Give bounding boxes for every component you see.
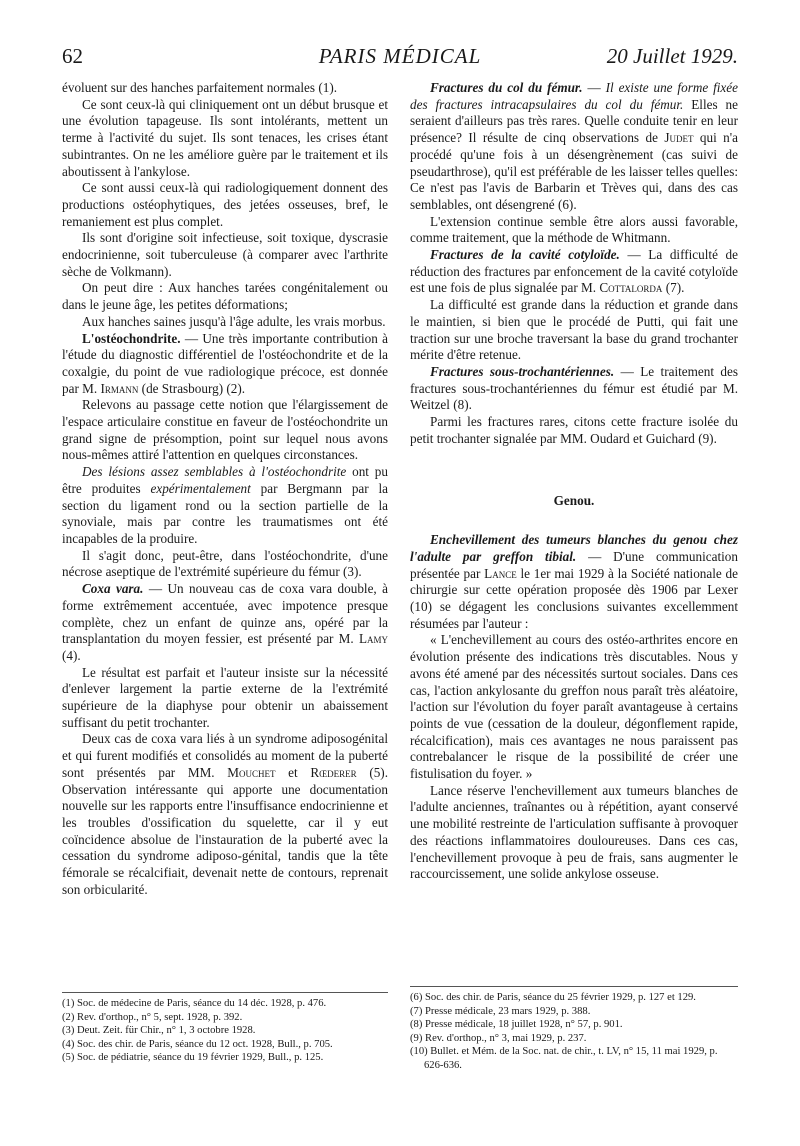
- paragraph-coxa-vara: [62, 581, 388, 665]
- page-number: 62: [62, 44, 83, 68]
- text-run: (5). Observation intéressante qui apporte une documentation nouvelle sur les rapports entre l'insuffisance endocrinienne et les troubles d'ossification du squelette, car il y eut coïncidence absolue de l'instauration de la puberté avec la cessation du syndrome adiposo-génital, tandis que la tête fémorale se récalcifiait, devenait nette de contours, reprenait son orbicularité.: [62, 764, 388, 897]
- journal-title: PARIS MÉDICAL: [318, 44, 482, 68]
- paragraph: évoluent sur des hanches parfaitement normales (1).: [62, 80, 338, 95]
- author-name: Judet: [664, 130, 694, 146]
- text-run: — Le traitement des fractures sous-trochantériennes du fémur est étudié par M. Weitzel (8).: [410, 363, 738, 413]
- author-name: Mouchet: [227, 764, 276, 780]
- paragraph: Ce sont ceux-là qui cliniquement ont un début brusque et une évolution tapageuse. Ils sont intolérants, mettent un terme à l'activité du sujet. Ils sont tenaces, les crises étant subintrantes. On ne les améliore guère par le traitement et ils aboutissent à l'ankylose.: [62, 96, 388, 179]
- paragraph-enchevillement: [410, 532, 738, 632]
- quotation: « L'enchevillement au cours des ostéo-arthrites encore en évolution présente des indications très discutables. Nous y avons été amené par des nécessités surtout sociales. Dans ces cas, l'action ankylosante du greffon nous paraît très aléatoire, l'action sur l'évolution du foyer paraît avantageuse à certains points de vue (cessation de la douleur, dégonflement rapide, récalcification), mais ces avantages ne nous paraissent pas contrebalancer le risque de la possibilité de créer une fistulisation du foyer. »: [410, 632, 738, 782]
- text-run: ont pu être produites: [62, 464, 388, 496]
- footnote: (1) Soc. de médecine de Paris, séance du 14 déc. 1928, p. 476.: [62, 998, 327, 1009]
- paragraph-fractures-col: [410, 80, 738, 214]
- text-run: (7).: [662, 280, 685, 296]
- paragraph: On peut dire : Aux hanches tarées congénitalement ou dans le jeune âge, les petites déformations;: [62, 280, 388, 313]
- issue-date: 20 Juillet 1929.: [606, 44, 738, 68]
- text-run: — Une très importante contribution à l'étude du diagnostic différentiel de l'ostéochondrite et de la coxalgie, du point de vue radiologique précoce, est donnée par M.: [62, 330, 388, 396]
- italic-run: Il existe une forme fixée des fractures intracapsulaires du col du fémur.: [410, 80, 738, 112]
- author-name: Irmann: [100, 380, 139, 396]
- text-run: le 1er mai 1929 à la Société nationale de chirurgie sur cette opération proposée dès 1906 par Lexer (10) se dégagent les conclusions suivantes excellemment résumées par l'auteur :: [410, 565, 738, 631]
- paragraph: La difficulté est grande dans la réduction et grande dans le maintien, si bien que le procédé de Putti, qui fait une traction sur une broche traversant la base du grand trochanter mérite d'être retenue.: [410, 297, 738, 363]
- footnotes-left: [62, 992, 388, 1065]
- paragraph: Lance réserve l'enchevillement aux tumeurs blanches de l'adulte anciennes, traînantes ou à répétition, ayant conservé une mobilité restreinte de l'articulation suffisante à provoquer des réactions inflammatoires douloureuses. Dans ces cas, l'enchevillement provoque à peu de frais, sans augmenter le raccourcissement, une solide ankylose osseuse.: [410, 782, 738, 882]
- footnote: (2) Rev. d'orthop., n° 5, sept. 1928, p. 392.: [62, 1011, 243, 1023]
- footnote: (10) Bullet. et Mém. de la Soc. nat. de chir., t. LV, n° 15, 11 mai 1929, p. 626-636.: [410, 1046, 718, 1071]
- footnote: (5) Soc. de pédiatrie, séance du 19 février 1929, Bull., p. 125.: [62, 1052, 324, 1064]
- paragraph: Le résultat est parfait et l'auteur insiste sur la nécessité d'enlever largement la partie externe de la l'extrémité supérieure de la diaphyse pour obtenir un abaissement suffisant du petit trochanter.: [62, 664, 388, 730]
- author-name: Rœderer: [310, 764, 357, 780]
- text-run: Deux cas de coxa vara liés à un syndrome adiposogénital et qui furent modifiés et consolidés au moment de la puberté sont présentés par MM.: [62, 731, 388, 780]
- section-heading: Fractures du col du fémur.: [430, 80, 583, 95]
- section-heading: Coxa vara.: [82, 581, 144, 597]
- paragraph: Relevons au passage cette notion que l'élargissement de l'espace articulaire constitue en faveur de l'ostéochondrite un grand signe de présomption, point sur lequel nous avons nous-mêmes attiré l'attention en quelques circonstances.: [62, 397, 388, 463]
- text-run: (de Strasbourg) (2).: [138, 380, 246, 396]
- footnotes-right: [410, 986, 738, 1073]
- paragraph: [62, 731, 388, 898]
- section-heading: Fractures de la cavité cotyloïde.: [430, 247, 620, 263]
- right-column: [410, 80, 738, 883]
- footnote: (6) Soc. des chir. de Paris, séance du 25 février 1929, p. 127 et 129.: [410, 992, 696, 1003]
- italic-run: Des lésions assez semblables à l'ostéochondrite: [82, 464, 347, 480]
- text-run: —: [582, 80, 606, 95]
- page-header: [62, 40, 738, 80]
- section-heading: Enchevillement des tumeurs blanches du genou chez l'adulte par greffon tibial.: [410, 532, 738, 564]
- text-run: qui n'a procédé qu'une fois à un désengrènement (cas suivi de pseudarthrose), qu'il est préférable de les laisser telles quelles: Ce n'est pas l'avis de Barbarin et Trèves qui, dans des cas semblables, ont désengrené (6).: [410, 130, 738, 212]
- paragraph-fractures-cotyloide: [410, 247, 738, 297]
- paragraph: Ce sont aussi ceux-là qui radiologiquement donnent des productions ostéophytiques, des jetées osseuses, bref, le remaniement est plus complet.: [62, 180, 388, 229]
- paragraph-fractures-sous-troch: [410, 364, 738, 414]
- paragraph: L'extension continue semble être alors aussi favorable, comme traitement, que la méthode de Whitmann.: [410, 213, 738, 246]
- author-name: Lamy: [358, 631, 388, 647]
- footnote: (8) Presse médicale, 18 juillet 1928, n° 57, p. 901.: [410, 1019, 623, 1031]
- paragraph: Aux hanches saines jusqu'à l'âge adulte, les vrais morbus.: [82, 313, 386, 329]
- text-run: — D'une communication présentée par: [410, 548, 738, 581]
- paragraph-osteochondrite: [62, 331, 388, 398]
- section-title-genou: Genou.: [553, 493, 595, 509]
- section-heading: Fractures sous-trochantériennes.: [430, 363, 615, 379]
- paragraph: Parmi les fractures rares, citons cette fracture isolée du petit trochanter signalée par MM. Oudard et Guichard (9).: [410, 414, 738, 446]
- text-run: et: [275, 764, 311, 780]
- footnote: (3) Deut. Zeit. für Chir., n° 1, 3 octobre 1928.: [62, 1025, 256, 1037]
- paragraph: [62, 464, 388, 548]
- italic-run: expérimentalement: [150, 480, 251, 496]
- footnote: (9) Rev. d'orthop., n° 3, mai 1929, p. 237.: [410, 1032, 587, 1044]
- text-run: Elles ne seraient d'ailleurs pas très rares. Quelle conduite tenir en leur présence? Il résulte de cinq observations de: [410, 96, 738, 146]
- section-heading: L'ostéochondrite.: [82, 330, 181, 346]
- footnote: (7) Presse médicale, 23 mars 1929, p. 388.: [410, 1005, 591, 1017]
- text-run: par Bergmann par la section du ligament rond ou la section partielle de la synoviale, mais par contre les traumatismes ont été incapables de la produire.: [62, 480, 388, 546]
- text-run: — Un nouveau cas de coxa vara double, à forme extrêmement accentuée, avec impotence presque complète, chez un enfant de quinze ans, opéré par la transplantation du moyen fessier, est présenté par M.: [62, 581, 388, 647]
- paragraph: Il s'agit donc, peut-être, dans l'ostéochondrite, d'une nécrose aseptique de l'extrémité supérieure du fémur (3).: [62, 547, 388, 580]
- text-run: (4).: [62, 647, 81, 663]
- paragraph: Ils sont d'origine soit infectieuse, soit toxique, dyscrasie endocrinienne, soit tuberculeuse (à comparer avec l'arthrite sèche de Volkmann).: [62, 230, 388, 279]
- author-name: Cottalorda: [599, 280, 663, 296]
- left-column: [62, 80, 388, 898]
- text-run: — La difficulté de réduction des fractures par enfoncement de la cavité cotyloïde est une fois de plus signalée par M.: [410, 247, 739, 296]
- footnote: (4) Soc. des chir. de Paris, séance du 12 oct. 1928, Bull., p. 705.: [62, 1038, 333, 1050]
- author-name: Lance: [484, 565, 517, 581]
